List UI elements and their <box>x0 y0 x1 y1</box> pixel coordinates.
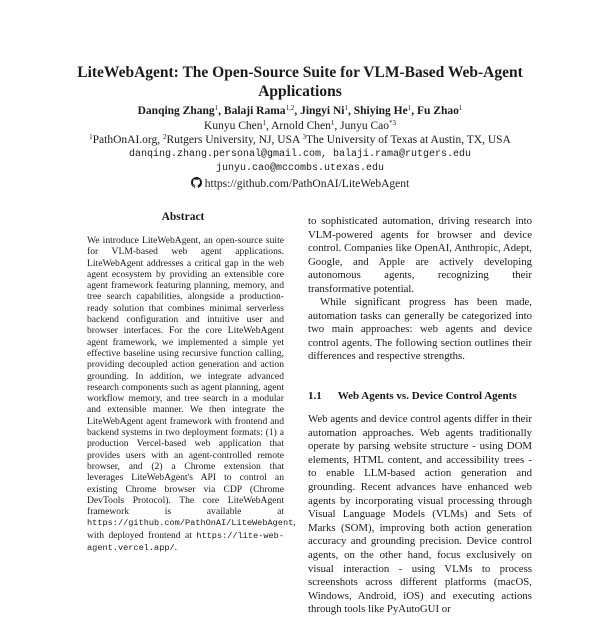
author-separator: , <box>218 105 224 117</box>
author-separator: , <box>411 105 417 117</box>
github-icon <box>191 177 202 188</box>
author-separator: , <box>334 119 341 132</box>
author-line-2 <box>30 119 570 134</box>
author-affiliation-mark: 1,2 <box>285 104 295 112</box>
author-name: Balaji Rama <box>223 105 286 117</box>
author-name: Fu Zhao <box>417 105 459 117</box>
abstract-heading: Abstract <box>161 211 205 223</box>
affiliation-text: PathOnAI.org, <box>92 134 164 146</box>
affiliation-mark: 2 <box>163 133 167 141</box>
author-affiliation-mark: 1 <box>458 104 463 112</box>
author-affiliation-mark: 1 <box>262 118 266 127</box>
author-name: Arnold Chen <box>271 119 331 132</box>
author-affiliation-mark: *3 <box>388 118 396 127</box>
intro-paragraph-2: While significant progress has been made, automation tasks can generally be categorized into two main approaches: web agents and device control agents. The following section outlines their differences and respective strengths. <box>308 296 532 363</box>
author-name: Junyu Cao <box>340 119 389 132</box>
author-affiliation-mark: 1 <box>344 104 348 112</box>
section-number: 1.1 <box>308 390 322 402</box>
intro-paragraph-1: to sophisticated automation, driving research into VLM-powered agents for browser and device control. Companies like OpenAI, Anthropic, Adept, Google, and Apple are actively developing autonomous agents, recognizing their transformative potential. <box>308 215 532 295</box>
author-affiliation-mark: 1 <box>214 104 219 112</box>
author-affiliation-mark: 1 <box>330 118 335 127</box>
section-heading <box>308 390 538 402</box>
abstract-deploy-link[interactable]: https://lite-web-agent.vercel.app/ <box>87 530 284 554</box>
email-line-1: danqing.zhang.personal@gmail.com, balaji.rama@rutgers.edu <box>128 148 472 160</box>
author-affiliation-mark: 1 <box>407 104 412 112</box>
affiliation-mark: 1 <box>89 133 93 141</box>
author-block <box>30 104 570 191</box>
section-paragraph-1: Web agents and device control agents differ in their automation approaches. Web agents traditionally operate by parsing website structure - using DOM elements, HTML content, and accessibility trees - to enable LLM-based action generation and grounding. Recent advances have enhanced web agents by incorporating visual processing through Visual Language Models (VLMs) and Sets of Marks (SOM), improving both action generation accuracy and grounding precision. Device control agents, on the other hand, focus exclusively on visual interaction - using VLMs to process screenshots across different platforms (macOS, Windows, Android, iOS) and executing actions through tools like PyAutoGUI or <box>308 413 532 616</box>
github-url[interactable]: https://github.com/PathOnAI/LiteWebAgent <box>204 177 410 190</box>
affiliation-text: Rutgers University, NJ, USA <box>166 134 303 146</box>
abstract-text: We introduce LiteWebAgent, an open-source suite for VLM-based web agent applications. LiteWebAgent addresses a critical gap in the web agent ecosystem by providing an extensible core agent framework featuring planning, memory, and tree search capabilities, alongside a production-ready solution that combines minimal serverless backend configuration and intuitive user and browser interfaces. For the core LiteWebAgent agent framework, we implemented a simple yet effective baseline using recursive function calling, providing decoupled action generation and action grounding. In addition, we integrate advanced research components such as agent planning, agent workflow memory, and tree search in a modular and extensible manner. We then integrate the LiteWebAgent agent framework with frontend and backend systems in two deployment formats: (1) a production Vercel-based web application that provides users with an agent-controlled remote browser, and (2) a Chrome extension that leverages LiteWebAgent's API to control an existing Chrome browser via CDP (Chrome DevTools Protocol). The core LiteWebAgent framework is available at <box>87 235 284 518</box>
email-line-2: junyu.cao@mccombs.utexas.edu <box>215 163 385 174</box>
affiliation-line <box>30 133 570 148</box>
author-separator: , <box>347 105 354 117</box>
abstract-repo-link[interactable]: https://github.com/PathOnAI/LiteWebAgent <box>87 518 294 529</box>
abstract-text-end: . <box>174 542 178 554</box>
author-name: Jingyi Ni <box>300 105 345 117</box>
author-separator: , <box>265 119 272 132</box>
github-link-line[interactable] <box>30 177 570 192</box>
affiliation-mark: 3 <box>302 133 307 141</box>
author-name: Kunyu Chen <box>204 119 263 132</box>
author-name: Danqing Zhang <box>137 105 215 117</box>
author-line-1 <box>30 104 570 119</box>
author-separator: , <box>294 105 301 117</box>
section-title: Web Agents vs. Device Control Agents <box>337 390 517 402</box>
author-name: Shiying He <box>353 105 408 117</box>
abstract-text-mid: , with deployed frontend at <box>87 517 296 541</box>
paper-title: LiteWebAgent: The Open-Source Suite for VLM-Based Web-Agent Applications <box>77 64 523 100</box>
affiliation-text: The University of Texas at Austin, TX, USA <box>306 134 511 146</box>
abstract-body <box>87 235 296 554</box>
